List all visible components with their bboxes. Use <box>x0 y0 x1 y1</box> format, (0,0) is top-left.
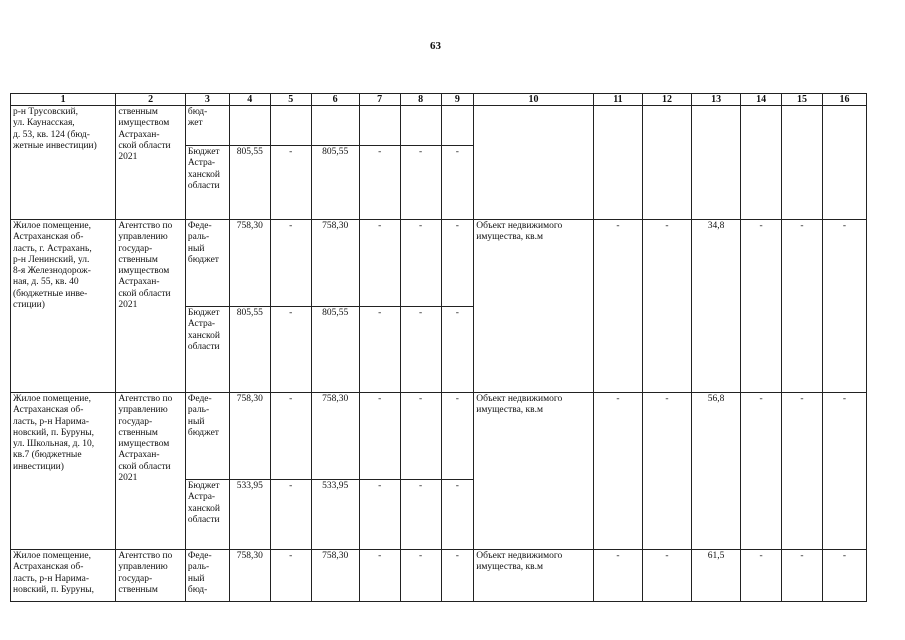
amount-cell: 758,30 <box>229 220 270 307</box>
amount-cell <box>270 106 311 146</box>
amount-cell: - <box>441 307 474 393</box>
agency-year: Агентство по управлению государ- ственным имуществом Астрахан- ской области 2021 <box>116 220 186 393</box>
column-header: 7 <box>359 94 400 106</box>
property-description: Жилое помещение, Астраханская об- ласть, р-н Нарима- новский, п. Буруны, <box>11 550 116 602</box>
indicator-cell <box>741 106 782 220</box>
property-description: Жилое помещение, Астраханская об- ласть, г. Астрахань, р-н Ленинский, ул. 8-я Железнодорож- ная, д. 55, кв. 40 (бюджетные инве- стиции) <box>11 220 116 393</box>
column-header: 9 <box>441 94 474 106</box>
amount-cell: - <box>270 220 311 307</box>
amount-cell: - <box>400 480 441 550</box>
table-row <box>11 393 867 480</box>
column-header: 8 <box>400 94 441 106</box>
amount-cell: - <box>359 480 400 550</box>
column-header: 5 <box>270 94 311 106</box>
amount-cell: - <box>359 393 400 480</box>
page-number: 63 <box>430 40 441 52</box>
table-row <box>11 106 867 146</box>
indicator-cell: - <box>822 393 866 550</box>
amount-cell: 805,55 <box>311 307 359 393</box>
column-header: 10 <box>474 94 594 106</box>
column-header: 1 <box>11 94 116 106</box>
indicator-cell <box>692 106 741 220</box>
amount-cell: - <box>359 146 400 220</box>
agency-year: Агентство по управлению государ- ственным имуществом Астрахан- ской области 2021 <box>116 393 186 550</box>
budget-source: Бюджет Астра- ханской области <box>185 480 229 550</box>
amount-cell: - <box>441 550 474 602</box>
indicator-cell <box>782 106 823 220</box>
amount-cell: - <box>359 550 400 602</box>
indicator-cell: - <box>593 550 642 602</box>
amount-cell: - <box>441 393 474 480</box>
column-header: 14 <box>741 94 782 106</box>
amount-cell: 758,30 <box>311 220 359 307</box>
column-header: 12 <box>642 94 691 106</box>
indicator-cell <box>642 106 691 220</box>
property-description: Жилое помещение, Астраханская об- ласть, р-н Нарима- новский, п. Буруны, ул. Школьная, д. 10, кв.7 (бюджетные инвестиции) <box>11 393 116 550</box>
indicator-cell <box>822 106 866 220</box>
indicator-cell: - <box>741 550 782 602</box>
amount-cell: - <box>441 220 474 307</box>
agency-year: ственным имуществом Астрахан- ской области 2021 <box>116 106 186 220</box>
indicator-cell: - <box>782 220 823 393</box>
amount-cell <box>359 106 400 146</box>
property-description: р-н Трусовский, ул. Каунасская, д. 53, кв. 124 (бюд- жетные инвестиции) <box>11 106 116 220</box>
budget-source: Феде- раль- ный бюджет <box>185 393 229 480</box>
column-header: 15 <box>782 94 823 106</box>
column-header: 13 <box>692 94 741 106</box>
indicator-cell: - <box>822 220 866 393</box>
amount-cell <box>441 106 474 146</box>
amount-cell: - <box>400 307 441 393</box>
amount-cell: - <box>359 307 400 393</box>
amount-cell: 758,30 <box>229 550 270 602</box>
indicator-cell: - <box>593 220 642 393</box>
amount-cell: - <box>270 307 311 393</box>
result-indicator: Объект недвижимого имущества, кв.м <box>474 220 594 393</box>
amount-cell: 758,30 <box>229 393 270 480</box>
amount-cell: - <box>441 146 474 220</box>
budget-source: Бюджет Астра- ханской области <box>185 146 229 220</box>
amount-cell: 805,55 <box>229 307 270 393</box>
table-row <box>11 220 867 307</box>
amount-cell <box>400 106 441 146</box>
column-header: 3 <box>185 94 229 106</box>
indicator-cell: - <box>782 393 823 550</box>
amount-cell: - <box>400 393 441 480</box>
indicator-cell: - <box>782 550 823 602</box>
amount-cell: - <box>359 220 400 307</box>
amount-cell: 533,95 <box>311 480 359 550</box>
budget-source: бюд- жет <box>185 106 229 146</box>
result-indicator <box>474 106 594 220</box>
amount-cell: - <box>400 220 441 307</box>
amount-cell: 805,55 <box>229 146 270 220</box>
amount-cell: - <box>270 550 311 602</box>
amount-cell: 758,30 <box>311 550 359 602</box>
amount-cell: - <box>270 393 311 480</box>
amount-cell: 533,95 <box>229 480 270 550</box>
column-header: 2 <box>116 94 186 106</box>
indicator-cell: - <box>642 220 691 393</box>
indicator-cell: - <box>822 550 866 602</box>
column-header: 4 <box>229 94 270 106</box>
amount-cell: - <box>270 480 311 550</box>
column-header: 11 <box>593 94 642 106</box>
budget-source: Феде- раль- ный бюджет <box>185 220 229 307</box>
indicator-cell: - <box>741 220 782 393</box>
indicator-cell: - <box>642 550 691 602</box>
amount-cell <box>229 106 270 146</box>
column-header: 6 <box>311 94 359 106</box>
amount-cell: 805,55 <box>311 146 359 220</box>
column-header: 16 <box>822 94 866 106</box>
amount-cell: - <box>400 146 441 220</box>
result-indicator: Объект недвижимого имущества, кв.м <box>474 550 594 602</box>
amount-cell: - <box>441 480 474 550</box>
indicator-cell <box>593 106 642 220</box>
budget-source: Бюджет Астра- ханской области <box>185 307 229 393</box>
column-number-row <box>11 94 867 106</box>
result-indicator: Объект недвижимого имущества, кв.м <box>474 393 594 550</box>
table-row <box>11 550 867 602</box>
amount-cell <box>311 106 359 146</box>
budget-source: Феде- раль- ный бюд- <box>185 550 229 602</box>
indicator-cell: - <box>593 393 642 550</box>
indicator-cell: 61,5 <box>692 550 741 602</box>
amount-cell: 758,30 <box>311 393 359 480</box>
indicator-cell: - <box>741 393 782 550</box>
indicator-cell: 34,8 <box>692 220 741 393</box>
indicator-cell: 56,8 <box>692 393 741 550</box>
property-table <box>10 93 867 602</box>
amount-cell: - <box>400 550 441 602</box>
amount-cell: - <box>270 146 311 220</box>
agency-year: Агентство по управлению государ- ственным <box>116 550 186 602</box>
indicator-cell: - <box>642 393 691 550</box>
